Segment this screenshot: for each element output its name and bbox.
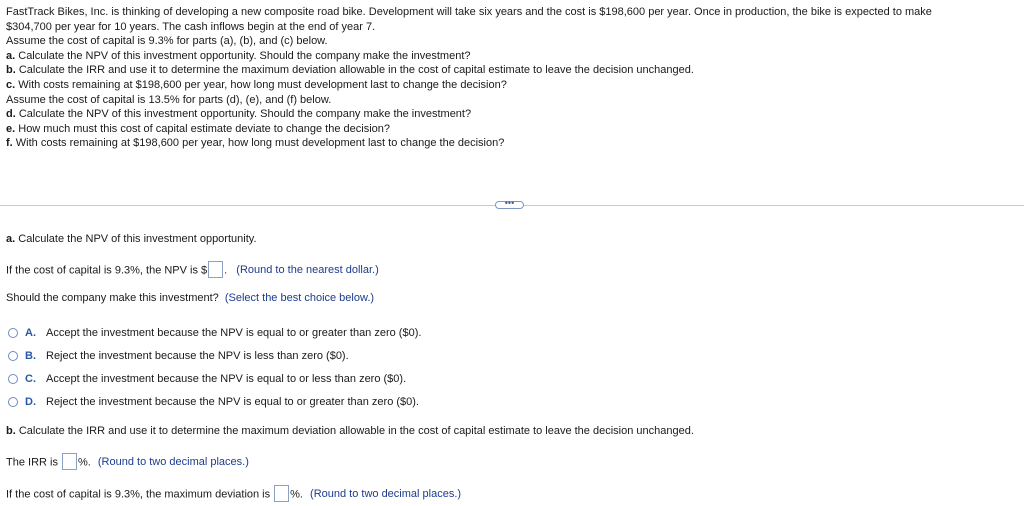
- part-c-label: c.: [6, 78, 16, 91]
- problem-intro-line-1: FastTrack Bikes, Inc. is thinking of developing a new composite road bike. Development will take six years and the cost is $198,600 per year. Once in production, the bike is expected to make: [6, 6, 932, 18]
- section-b-heading-text: Calculate the IRR and use it to determine the maximum deviation allowable in the cost of capital estimate to leave the decision unchanged.: [15, 425, 694, 437]
- invest-question: [6, 292, 374, 304]
- part-b-label: b.: [6, 64, 16, 77]
- assumption-2: Assume the cost of capital is 13.5% for parts (d), (e), and (f) below.: [6, 93, 332, 106]
- part-d-label: d.: [6, 108, 16, 121]
- part-b-prompt: [6, 63, 1011, 78]
- npv-suffix: .: [224, 264, 228, 277]
- deviation-suffix: %.: [290, 488, 303, 501]
- expand-more-button[interactable]: [495, 197, 524, 209]
- more-dots-icon: •••: [504, 197, 515, 208]
- section-b-label: b.: [6, 425, 16, 437]
- choice-b-radio[interactable]: [8, 351, 18, 361]
- part-a-text: Calculate the NPV of this investment opportunity. Should the company make the investment?: [15, 49, 471, 62]
- section-b-heading: [6, 425, 694, 437]
- section-a-heading-text: Calculate the NPV of this investment opportunity.: [15, 233, 257, 245]
- choice-a-letter: A.: [25, 327, 36, 339]
- irr-input[interactable]: [62, 453, 77, 470]
- part-e-prompt: [6, 122, 1011, 137]
- npv-prefix: If the cost of capital is 9.3%, the NPV is $: [6, 264, 208, 277]
- choice-a-radio[interactable]: [8, 328, 18, 338]
- irr-answer-row: [6, 454, 249, 471]
- part-e-label: e.: [6, 122, 16, 135]
- deviation-input[interactable]: [274, 485, 289, 502]
- npv-input[interactable]: [208, 261, 223, 278]
- section-divider: [0, 197, 1024, 211]
- choice-a[interactable]: [8, 327, 421, 339]
- section-a-label: a.: [6, 233, 16, 245]
- section-a-heading: [6, 233, 257, 245]
- choice-d-letter: D.: [25, 396, 36, 408]
- choice-d-radio[interactable]: [8, 397, 18, 407]
- part-f-text: With costs remaining at $198,600 per year, how long must development last to change the decision?: [12, 137, 505, 150]
- deviation-answer-row: [6, 486, 461, 503]
- assumption-1: Assume the cost of capital is 9.3% for parts (a), (b), and (c) below.: [6, 35, 328, 48]
- part-c-prompt: [6, 78, 1011, 93]
- choice-c[interactable]: [8, 373, 406, 385]
- npv-answer-row: [6, 262, 379, 279]
- choice-b-text: Reject the investment because the NPV is less than zero ($0).: [46, 350, 349, 362]
- choice-c-text: Accept the investment because the NPV is equal to or less than zero ($0).: [46, 373, 407, 385]
- choice-b[interactable]: [8, 350, 349, 362]
- deviation-hint: (Round to two decimal places.): [310, 488, 462, 501]
- invest-question-text: Should the company make this investment?: [6, 292, 219, 304]
- part-b-text: Calculate the IRR and use it to determine the maximum deviation allowable in the cost of capital estimate to leave the decision unchanged.: [15, 64, 694, 77]
- part-d-text: Calculate the NPV of this investment opportunity. Should the company make the investment?: [15, 108, 472, 121]
- choice-b-letter: B.: [25, 350, 36, 362]
- part-f-label: f.: [6, 137, 13, 150]
- choice-c-letter: C.: [25, 373, 36, 385]
- npv-hint: (Round to the nearest dollar.): [236, 264, 379, 277]
- choice-d[interactable]: [8, 396, 419, 408]
- part-a-prompt: [6, 49, 1011, 64]
- problem-statement: [6, 5, 1011, 151]
- problem-intro-line-2: $304,700 per year for 10 years. The cash inflows begin at the end of year 7.: [6, 20, 376, 33]
- irr-suffix: %.: [77, 456, 91, 469]
- deviation-prefix: If the cost of capital is 9.3%, the maximum deviation is: [6, 488, 271, 501]
- choice-d-text: Reject the investment because the NPV is equal to or greater than zero ($0).: [46, 396, 419, 408]
- part-e-text: How much must this cost of capital estimate deviate to change the decision?: [15, 122, 390, 135]
- choice-a-text: Accept the investment because the NPV is equal to or greater than zero ($0).: [46, 327, 422, 339]
- choice-c-radio[interactable]: [8, 374, 18, 384]
- irr-prefix: The IRR is: [6, 456, 58, 469]
- invest-question-hint: (Select the best choice below.): [224, 292, 375, 304]
- part-c-text: With costs remaining at $198,600 per year, how long must development last to change the decision?: [15, 78, 507, 91]
- part-f-prompt: [6, 136, 1011, 151]
- irr-hint: (Round to two decimal places.): [97, 456, 249, 469]
- part-d-prompt: [6, 107, 1011, 122]
- part-a-label: a.: [6, 49, 16, 62]
